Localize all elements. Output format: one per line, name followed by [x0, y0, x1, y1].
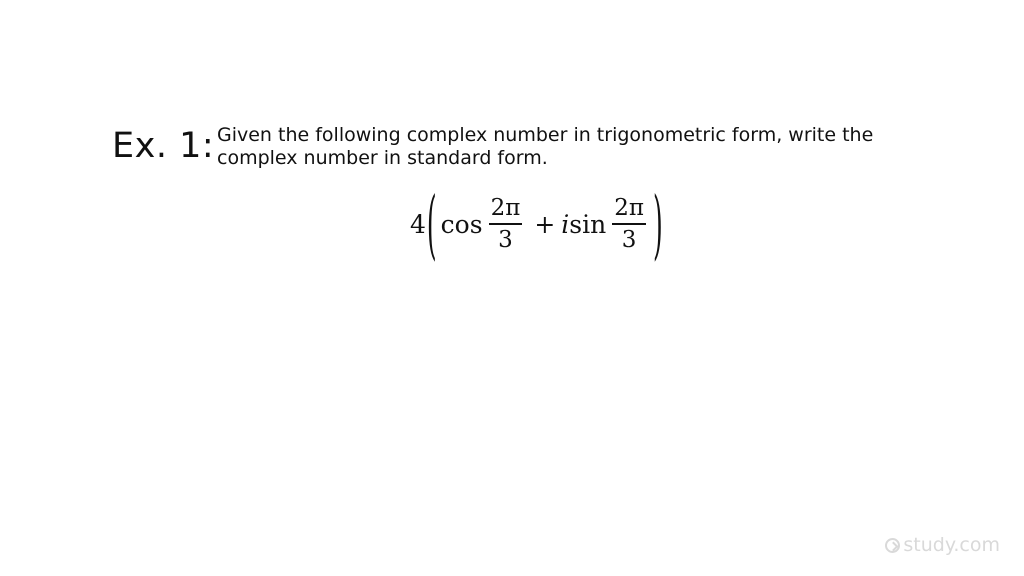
left-parenthesis: (: [426, 180, 437, 268]
cos-function: cos: [440, 209, 483, 239]
fraction-1: [489, 193, 523, 255]
right-parenthesis: ): [652, 180, 663, 268]
fraction-2-denominator: 3: [621, 226, 637, 253]
study-watermark: [885, 534, 1000, 556]
fraction-2: [612, 193, 646, 255]
example-label: Ex. 1:: [112, 126, 215, 166]
watermark-text: study.com: [903, 534, 1000, 556]
fraction-1-denominator: 3: [498, 226, 513, 253]
prompt-line-1: Given the following complex number in trigonometric form, write the: [217, 124, 874, 146]
fraction-2-numerator: 2π: [614, 195, 644, 222]
problem-prompt: [217, 124, 897, 170]
fraction-1-numerator: 2π: [490, 195, 521, 222]
trig-form-expression: [410, 180, 664, 268]
study-logo-icon: [885, 538, 900, 553]
imaginary-unit: i: [561, 209, 570, 239]
plus-operator: +: [534, 209, 556, 239]
prompt-line-2: complex number in standard form.: [217, 147, 548, 169]
coefficient: 4: [410, 209, 426, 239]
sin-function: sin: [569, 209, 607, 239]
